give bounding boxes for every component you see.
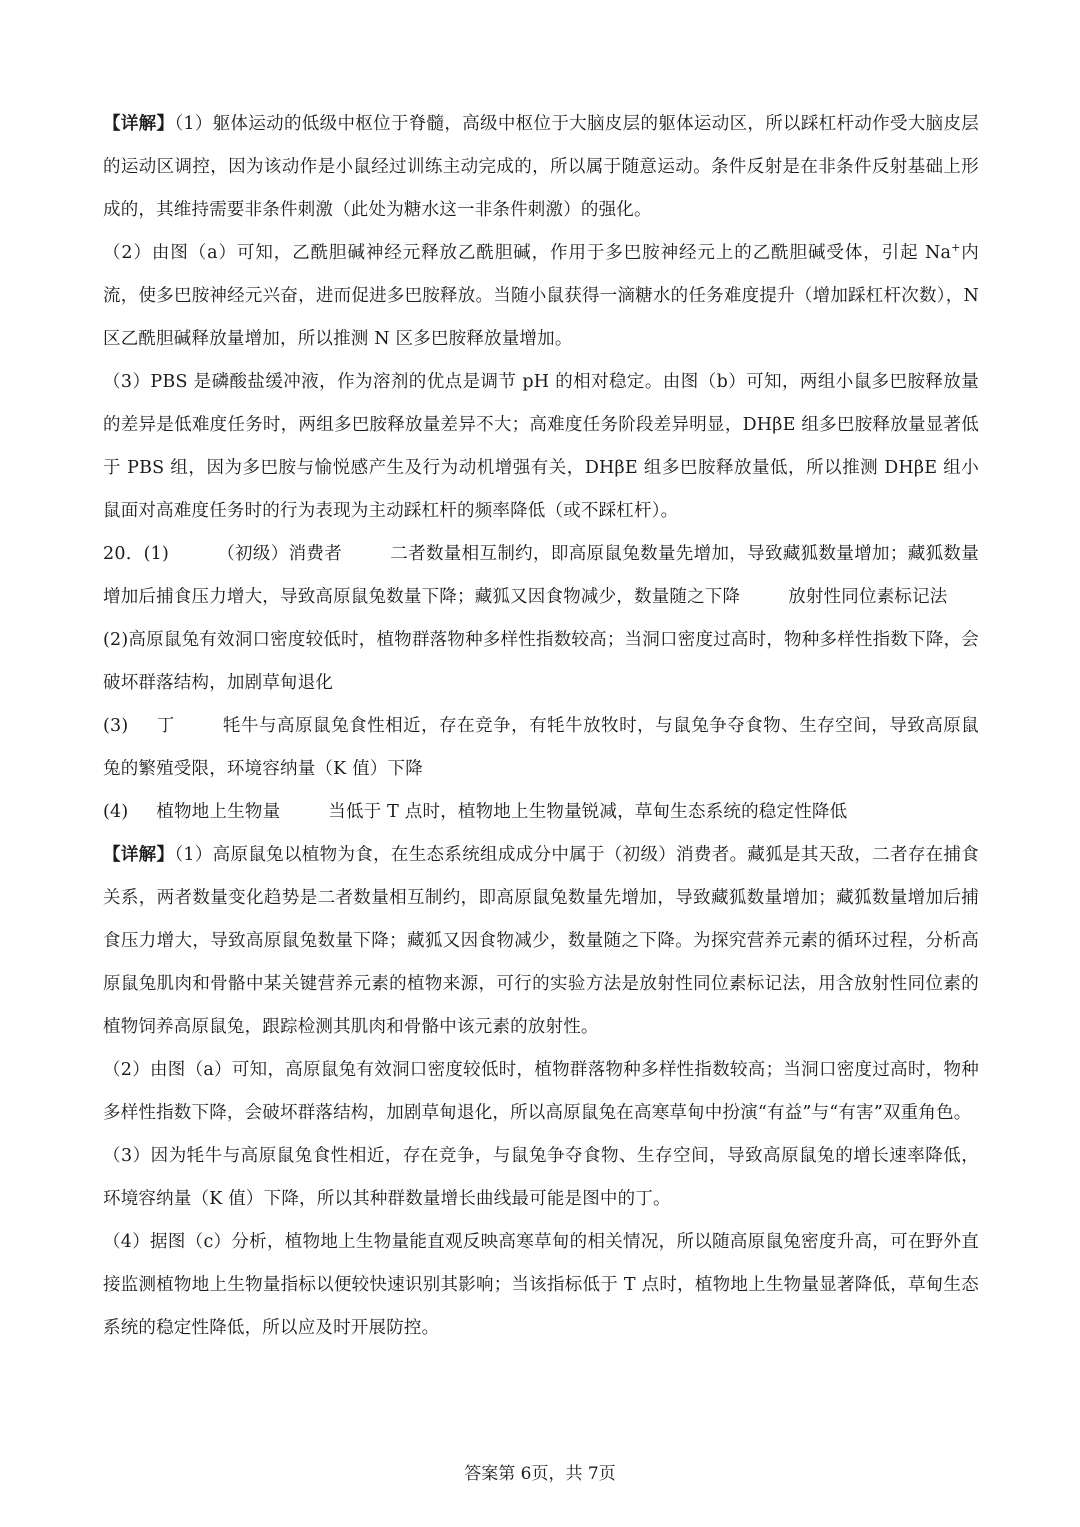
- question-number: (3): [103, 716, 129, 736]
- answer-blank-2: 当低于 T 点时，植物地上生物量锐减，草甸生态系统的稳定性降低: [328, 802, 848, 822]
- answer-q20-3: [103, 705, 979, 791]
- answer-q20-2: [103, 619, 979, 705]
- answer-q20-4: [103, 791, 979, 834]
- paragraph-text: （3）PBS 是磷酸盐缓冲液，作为溶剂的优点是调节 pH 的相对稳定。由图（b）可知，两组小鼠多巴胺释放量的差异是低难度任务时，两组多巴胺释放量差异不大；高难度任务阶段差异明显，DHβE 组多巴胺释放量显著低于 PBS 组，因为多巴胺与愉悦感产生及行为动机增强有关，DHβE 组多巴胺释放量低，所以推测 DHβE 组小鼠面对高难度任务时的行为表现为主动踩杠杆的频率降低（或不踩杠杆）。: [103, 372, 979, 521]
- detail-lead-label: 【详解】: [103, 114, 175, 134]
- detail-paragraph-q19-2: [103, 232, 979, 361]
- detail-lead-label: 【详解】: [103, 845, 175, 865]
- superscript-plus: +: [951, 241, 961, 255]
- paragraph-text: （3）因为牦牛与高原鼠兔食性相近，存在竞争，与鼠兔争夺食物、生存空间，导致高原鼠兔的增长速率降低，环境容纳量（K 值）下降，所以其种群数量增长曲线最可能是图中的丁。: [103, 1146, 979, 1209]
- answer-blank-1: 丁: [156, 716, 175, 736]
- answer-blank-2: 二者数量相互制约，即高原鼠兔数量先增加，导致藏狐数量增加；藏狐数量增加后捕食压力增大，导致高原鼠兔数量下降；藏狐又因食物减少，数量随之下降: [103, 544, 979, 607]
- page-footer: [0, 1462, 1080, 1486]
- page-number-label: 答案第 6页，共 7页: [464, 1464, 616, 1484]
- detail-paragraph-q20-2: [103, 1049, 979, 1135]
- paragraph-text: 内流，使多巴胺神经元兴奋，进而促进多巴胺释放。当随小鼠获得一滴糖水的任务难度提升（增加踩杠杆次数），N 区乙酰胆碱释放量增加，所以推测 N 区多巴胺释放量增加。: [103, 243, 979, 349]
- detail-paragraph-q19-1: [103, 103, 979, 232]
- question-number: 20．(1): [103, 544, 170, 564]
- paragraph-text: （2）由图（a）可知，乙酰胆碱神经元释放乙酰胆碱，作用于多巴胺神经元上的乙酰胆碱受体，引起 Na: [103, 243, 952, 263]
- detail-paragraph-q20-1: [103, 834, 979, 1049]
- paragraph-text: (2)高原鼠兔有效洞口密度较低时，植物群落物种多样性指数较高；当洞口密度过高时，物种多样性指数下降，会破坏群落结构，加剧草甸退化: [103, 630, 979, 693]
- detail-paragraph-q20-3: [103, 1135, 979, 1221]
- answer-q20-1: [103, 533, 979, 619]
- paragraph-text: （4）据图（c）分析，植物地上生物量能直观反映高寒草甸的相关情况，所以随高原鼠兔密度升高，可在野外直接监测植物地上生物量指标以便较快速识别其影响；当该指标低于 T 点时，植物地上生物量显著降低，草甸生态系统的稳定性降低，所以应及时开展防控。: [103, 1232, 979, 1338]
- paragraph-text: （1）高原鼠兔以植物为食，在生态系统组成成分中属于（初级）消费者。藏狐是其天敌，二者存在捕食关系，两者数量变化趋势是二者数量相互制约，即高原鼠兔数量先增加，导致藏狐数量增加；藏狐数量增加后捕食压力增大，导致高原鼠兔数量下降；藏狐又因食物减少，数量随之下降。为探究营养元素的循环过程，分析高原鼠兔肌肉和骨骼中某关键营养元素的植物来源，可行的实验方法是放射性同位素标记法，用含放射性同位素的植物饲养高原鼠兔，跟踪检测其肌肉和骨骼中该元素的放射性。: [103, 845, 979, 1037]
- paragraph-text: （1）躯体运动的低级中枢位于脊髓，高级中枢位于大脑皮层的躯体运动区，所以踩杠杆动作受大脑皮层的运动区调控，因为该动作是小鼠经过训练主动完成的，所以属于随意运动。条件反射是在非条件反射基础上形成的，其维持需要非条件刺激（此处为糖水这一非条件刺激）的强化。: [103, 114, 979, 220]
- paragraph-text: （2）由图（a）可知，高原鼠兔有效洞口密度较低时，植物群落物种多样性指数较高；当洞口密度过高时，物种多样性指数下降，会破坏群落结构，加剧草甸退化，所以高原鼠兔在高寒草甸中扮演“有益”与“有害”双重角色。: [103, 1060, 979, 1123]
- detail-paragraph-q19-3: [103, 361, 979, 533]
- question-number: (4): [103, 802, 129, 822]
- page-content: [103, 103, 979, 1350]
- answer-blank-2: 牦牛与高原鼠兔食性相近，存在竞争，有牦牛放牧时，与鼠兔争夺食物、生存空间，导致高原鼠兔的繁殖受限，环境容纳量（K 值）下降: [103, 716, 980, 779]
- answer-blank-1: 植物地上生物量: [156, 802, 281, 822]
- answer-blank-1: （初级）消费者: [217, 544, 343, 564]
- detail-paragraph-q20-4: [103, 1221, 979, 1350]
- answer-blank-3: 放射性同位素标记法: [788, 587, 948, 607]
